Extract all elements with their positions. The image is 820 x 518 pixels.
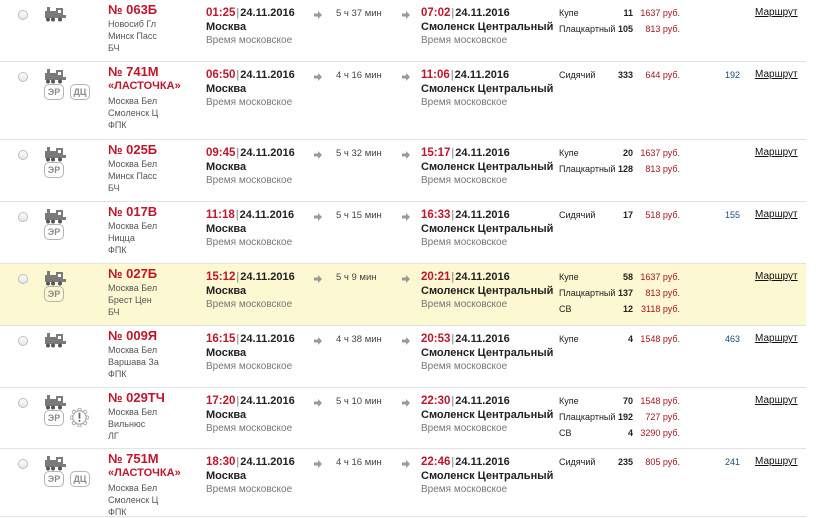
train-locomotive-icon [44, 68, 66, 84]
route-to: Вильнюс [108, 419, 146, 429]
arrow-right-icon [402, 73, 410, 81]
car-class[interactable]: Сидячий [559, 70, 596, 80]
train-locomotive-icon [44, 455, 66, 471]
route-from: Москва Бел [108, 159, 158, 169]
departure-date: 24.11.2016 [240, 456, 295, 468]
departure-time [206, 333, 295, 345]
arrival-date: 24.11.2016 [455, 271, 510, 283]
free-seats: 58 [622, 272, 633, 282]
route-to: Минск Пасс [108, 171, 157, 181]
route-link[interactable]: Маршрут [755, 69, 798, 80]
arrival-timezone: Время московское [421, 299, 508, 310]
route-to: Смоленск Ц [108, 495, 159, 505]
arrow-right-icon [402, 213, 410, 221]
departure-date: 24.11.2016 [240, 333, 295, 345]
route-from: Москва Бел [108, 283, 158, 293]
select-radio[interactable] [18, 150, 28, 160]
arrival-station: Смоленск Центральный [421, 409, 554, 421]
ticket-price: 1548 руб. [640, 334, 680, 344]
arrival-station: Смоленск Центральный [421, 223, 554, 235]
car-class[interactable]: Купе [559, 334, 579, 344]
arrow-right-icon [314, 337, 322, 345]
route-from: Москва Бел [108, 483, 158, 493]
departure-time [206, 271, 295, 283]
departure-time [206, 209, 294, 221]
ticket-price: 3118 руб. [640, 304, 680, 314]
time-separator: | [451, 271, 455, 283]
car-class[interactable]: Плацкартный [559, 412, 616, 422]
arrival-time [421, 147, 510, 159]
train-nickname: «ЛАСТОЧКА» [108, 80, 181, 92]
select-radio[interactable] [18, 10, 28, 20]
arrow-right-icon [314, 11, 322, 19]
arrival-time-value: 22:46 [421, 456, 451, 468]
departure-time-value: 11:18 [206, 209, 235, 221]
arrival-timezone: Время московское [421, 97, 508, 108]
free-seats: 128 [617, 164, 633, 174]
badge-er: ЭР [44, 286, 64, 302]
free-seats: 12 [622, 304, 633, 314]
arrow-right-icon [402, 399, 410, 407]
select-radio[interactable] [18, 274, 28, 284]
time-separator: | [236, 456, 240, 468]
arrow-right-icon [402, 11, 410, 19]
route-to: Брест Цен [108, 295, 152, 305]
departure-date: 24.11.2016 [240, 395, 295, 407]
carrier: БЧ [108, 43, 120, 53]
free-seats: 20 [622, 148, 633, 158]
train-number[interactable]: № 009Я [108, 328, 158, 343]
route-link[interactable]: Маршрут [755, 147, 798, 158]
carrier: БЧ [108, 183, 120, 193]
arrow-right-icon [402, 275, 410, 283]
ticket-price: 518 руб. [645, 210, 680, 220]
train-locomotive-icon [44, 394, 66, 410]
car-class[interactable]: СВ [559, 304, 572, 314]
arrival-time [421, 209, 510, 221]
ticket-price: 813 руб. [645, 24, 680, 34]
departure-time-value: 15:12 [206, 271, 236, 283]
time-separator: | [236, 271, 240, 283]
train-number[interactable]: № 751М [108, 451, 159, 466]
free-seats: 4 [627, 428, 633, 438]
departure-timezone: Время московское [206, 35, 293, 46]
arrival-time [421, 333, 510, 345]
departure-time-value: 06:50 [206, 69, 236, 81]
ticket-price: 1637 руб. [640, 272, 680, 282]
departure-station: Москва [206, 83, 247, 95]
train-locomotive-icon [44, 6, 66, 22]
departure-station: Москва [206, 223, 247, 235]
free-seats: 192 [617, 412, 633, 422]
departure-time [206, 69, 295, 81]
ticket-price: 1637 руб. [640, 8, 680, 18]
time-separator: | [451, 395, 455, 407]
train-number[interactable]: № 029ТЧ [108, 390, 165, 405]
train-locomotive-icon [44, 208, 66, 224]
free-seats: 333 [617, 70, 633, 80]
train-row[interactable] [0, 388, 806, 449]
departure-time [206, 7, 295, 19]
departure-station: Москва [206, 409, 247, 421]
route-link[interactable]: Маршрут [755, 395, 798, 406]
car-class[interactable]: Плацкартный [559, 288, 616, 298]
free-seats: 17 [622, 210, 633, 220]
train-number[interactable]: № 025Б [108, 142, 158, 157]
carrier: ФПК [108, 507, 127, 517]
ticket-price: 727 руб. [645, 412, 680, 422]
ticket-price: 1548 руб. [640, 396, 680, 406]
train-number[interactable]: № 063Б [108, 2, 158, 17]
route-from: Москва Бел [108, 345, 158, 355]
arrival-time-value: 16:33 [421, 209, 451, 221]
arrival-station: Смоленск Центральный [421, 83, 554, 95]
badge-er: ЭР [44, 410, 64, 426]
select-radio[interactable] [18, 336, 28, 346]
arrival-time [421, 69, 509, 81]
route-link[interactable]: Маршрут [755, 333, 798, 344]
arrival-station: Смоленск Центральный [421, 161, 554, 173]
ticket-price: 644 руб. [645, 70, 680, 80]
departure-time-value: 18:30 [206, 456, 236, 468]
arrow-right-icon [402, 151, 410, 159]
arrival-station: Смоленск Центральный [421, 285, 554, 297]
extra-count: 241 [724, 457, 740, 467]
departure-station: Москва [206, 285, 247, 297]
train-row[interactable] [0, 202, 806, 264]
badge-dts: ДЦ [70, 84, 90, 100]
carrier: ФПК [108, 245, 127, 255]
train-locomotive-icon [44, 332, 66, 348]
route-link[interactable]: Маршрут [755, 7, 798, 18]
departure-time [206, 395, 295, 407]
departure-time-value: 01:25 [206, 7, 236, 19]
car-class[interactable]: Сидячий [559, 210, 596, 220]
arrival-timezone: Время московское [421, 484, 508, 495]
arrival-timezone: Время московское [421, 35, 508, 46]
time-separator: | [450, 69, 454, 81]
free-seats: 235 [617, 457, 633, 467]
route-to: Минск Пасс [108, 31, 157, 41]
departure-time-value: 16:15 [206, 333, 236, 345]
arrival-time-value: 20:53 [421, 333, 451, 345]
train-row[interactable] [0, 326, 806, 388]
arrival-date: 24.11.2016 [455, 333, 510, 345]
departure-station: Москва [206, 470, 247, 482]
car-class[interactable]: Купе [559, 272, 579, 282]
car-class[interactable]: СВ [559, 428, 572, 438]
warning-gear-icon [70, 408, 89, 427]
ticket-price: 3290 руб. [640, 428, 680, 438]
arrival-time-value: 11:06 [421, 69, 450, 81]
car-class[interactable]: Плацкартный [559, 164, 616, 174]
departure-date: 24.11.2016 [240, 7, 295, 19]
arrow-right-icon [402, 460, 410, 468]
departure-time-value: 17:20 [206, 395, 236, 407]
travel-duration: 5 ч 9 мин [336, 272, 377, 283]
free-seats: 11 [623, 8, 633, 18]
arrival-timezone: Время московское [421, 423, 508, 434]
departure-date: 24.11.2016 [240, 147, 295, 159]
arrival-station: Смоленск Центральный [421, 347, 554, 359]
route-link[interactable]: Маршрут [755, 456, 798, 467]
arrow-right-icon [314, 399, 322, 407]
carrier: ФПК [108, 369, 127, 379]
select-radio[interactable] [18, 459, 28, 469]
arrival-date: 24.11.2016 [454, 69, 510, 81]
travel-duration: 5 ч 10 мин [336, 396, 382, 407]
route-from: Новосиб Гл [108, 19, 156, 29]
arrival-station: Смоленск Центральный [421, 21, 554, 33]
arrival-date: 24.11.2016 [455, 395, 510, 407]
arrival-date: 24.11.2016 [455, 456, 510, 468]
arrival-date: 24.11.2016 [455, 209, 510, 221]
select-radio[interactable] [18, 72, 28, 82]
departure-station: Москва [206, 21, 247, 33]
arrow-right-icon [402, 337, 410, 345]
carrier: БЧ [108, 307, 120, 317]
time-separator: | [451, 7, 455, 19]
extra-count: 192 [724, 70, 740, 80]
arrival-timezone: Время московское [421, 175, 508, 186]
departure-date: 24.11.2016 [240, 69, 295, 81]
arrival-time-value: 07:02 [421, 7, 451, 19]
route-to: Варшава За [108, 357, 159, 367]
time-separator: | [236, 147, 240, 159]
route-to: Смоленск Ц [108, 108, 159, 118]
route-from: Москва Бел [108, 221, 158, 231]
travel-duration: 5 ч 32 мин [336, 148, 382, 159]
free-seats: 105 [617, 24, 633, 34]
train-row[interactable] [0, 264, 806, 326]
departure-time-value: 09:45 [206, 147, 236, 159]
select-radio[interactable] [18, 398, 28, 408]
arrow-right-icon [314, 73, 322, 81]
time-separator: | [451, 333, 455, 345]
route-from: Москва Бел [108, 407, 158, 417]
time-separator: | [236, 7, 240, 19]
departure-timezone: Время московское [206, 484, 293, 495]
arrival-timezone: Время московское [421, 237, 508, 248]
train-row[interactable] [0, 449, 806, 517]
arrival-time [421, 271, 510, 283]
time-separator: | [451, 209, 455, 221]
travel-duration: 4 ч 16 мин [336, 457, 382, 468]
ticket-price: 813 руб. [645, 288, 680, 298]
train-locomotive-icon [44, 270, 66, 286]
train-number[interactable]: № 741М [108, 64, 159, 79]
train-nickname: «ЛАСТОЧКА» [108, 467, 181, 479]
free-seats: 70 [622, 396, 633, 406]
departure-timezone: Время московское [206, 423, 293, 434]
arrow-right-icon [314, 275, 322, 283]
badge-er: ЭР [44, 471, 64, 487]
time-separator: | [236, 333, 240, 345]
car-class[interactable]: Купе [559, 8, 579, 18]
departure-date: 24.11.2016 [239, 209, 295, 221]
departure-station: Москва [206, 161, 247, 173]
travel-duration: 4 ч 38 мин [336, 334, 382, 345]
train-row[interactable] [0, 140, 806, 202]
route-link[interactable]: Маршрут [755, 271, 798, 282]
car-class[interactable]: Купе [559, 396, 579, 406]
car-class[interactable]: Купе [559, 148, 579, 158]
carrier: ФПК [108, 120, 127, 130]
arrival-time [421, 395, 510, 407]
departure-time [206, 147, 295, 159]
route-link[interactable]: Маршрут [755, 209, 798, 220]
train-row[interactable] [0, 62, 806, 140]
departure-timezone: Время московское [206, 299, 293, 310]
route-from: Москва Бел [108, 96, 158, 106]
train-locomotive-icon [44, 146, 66, 162]
arrival-time-value: 15:17 [421, 147, 451, 159]
departure-timezone: Время московское [206, 175, 293, 186]
time-separator: | [236, 395, 240, 407]
departure-station: Москва [206, 347, 247, 359]
arrow-right-icon [314, 460, 322, 468]
extra-count: 155 [724, 210, 740, 220]
free-seats: 4 [627, 334, 633, 344]
time-separator: | [235, 209, 239, 221]
arrow-right-icon [314, 151, 322, 159]
time-separator: | [236, 69, 240, 81]
arrival-time-value: 22:30 [421, 395, 451, 407]
departure-time [206, 456, 295, 468]
arrival-date: 24.11.2016 [455, 7, 510, 19]
arrival-time [421, 7, 510, 19]
route-to: Ницца [108, 233, 135, 243]
train-number[interactable]: № 027Б [108, 266, 158, 281]
ticket-price: 813 руб. [645, 164, 680, 174]
travel-duration: 5 ч 37 мин [336, 8, 382, 19]
arrival-time-value: 20:21 [421, 271, 451, 283]
badge-dts: ДЦ [70, 471, 90, 487]
arrival-time [421, 456, 510, 468]
arrival-date: 24.11.2016 [455, 147, 510, 159]
badge-er: ЭР [44, 84, 64, 100]
departure-date: 24.11.2016 [240, 271, 295, 283]
badge-er: ЭР [44, 224, 64, 240]
travel-duration: 5 ч 15 мин [336, 210, 382, 221]
badge-er: ЭР [44, 162, 64, 178]
arrival-station: Смоленск Центральный [421, 470, 554, 482]
train-row[interactable] [0, 0, 806, 62]
car-class[interactable]: Сидячий [559, 457, 596, 467]
departure-timezone: Время московское [206, 361, 293, 372]
arrow-right-icon [314, 213, 322, 221]
arrival-timezone: Время московское [421, 361, 508, 372]
ticket-price: 1637 руб. [640, 148, 680, 158]
departure-timezone: Время московское [206, 237, 293, 248]
time-separator: | [451, 456, 455, 468]
extra-count: 463 [724, 334, 740, 344]
travel-duration: 4 ч 16 мин [336, 70, 382, 81]
car-class[interactable]: Плацкартный [559, 24, 616, 34]
ticket-price: 805 руб. [645, 457, 680, 467]
select-radio[interactable] [18, 212, 28, 222]
free-seats: 137 [617, 288, 633, 298]
time-separator: | [451, 147, 455, 159]
train-number[interactable]: № 017В [108, 204, 158, 219]
departure-timezone: Время московское [206, 97, 293, 108]
carrier: ЛГ [108, 431, 119, 441]
